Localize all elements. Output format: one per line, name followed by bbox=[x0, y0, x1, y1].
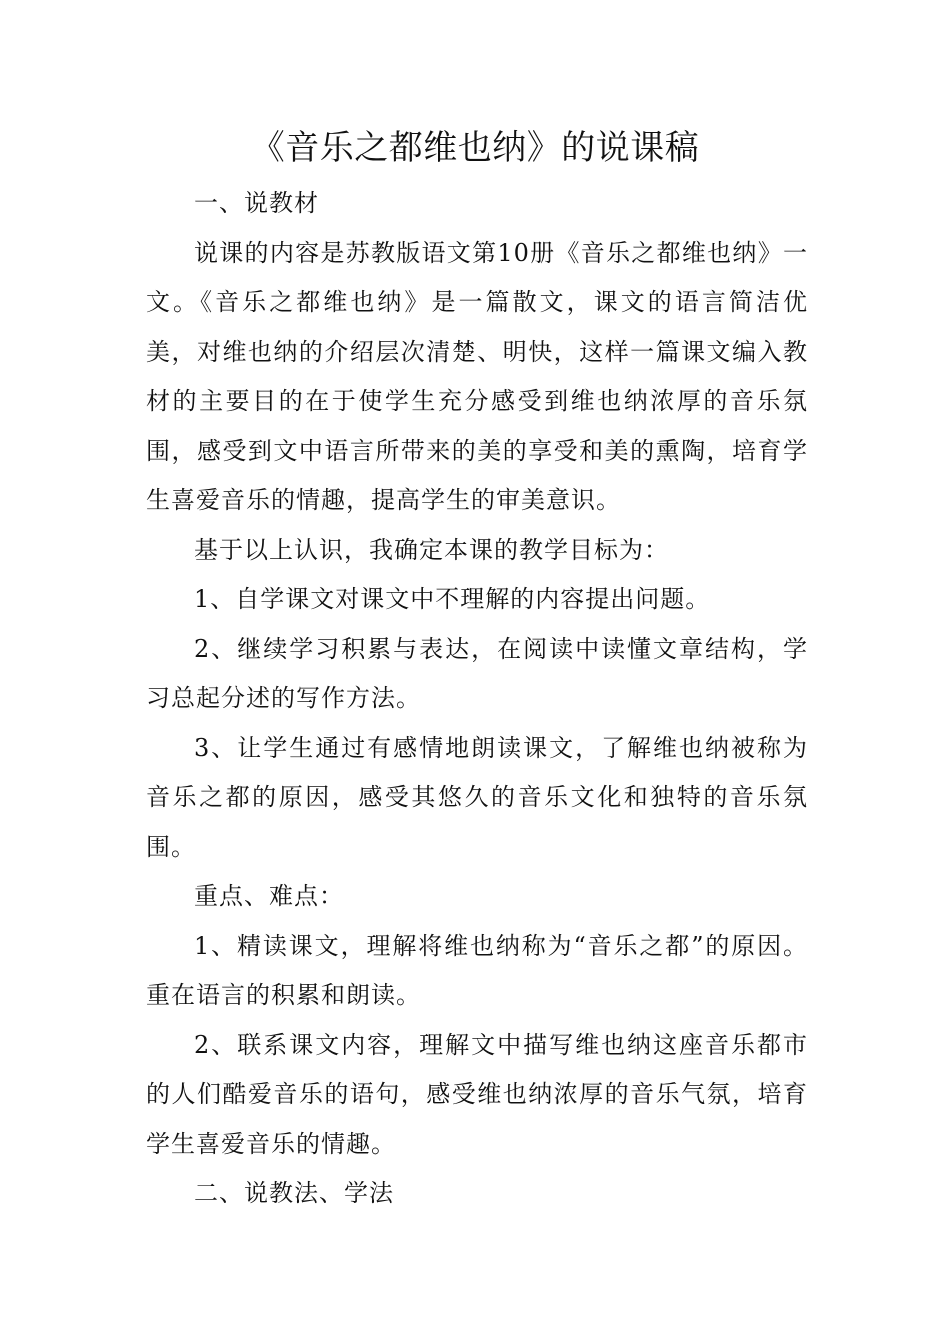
goal-item-1: 1、自学课文对课文中不理解的内容提出问题。 bbox=[194, 585, 711, 613]
section-heading-key-points: 重点、难点： bbox=[194, 882, 344, 910]
goal-item-2: 2、继续学习积累与表达，在阅读中读懂文章结构，学习总起分述的写作方法。 bbox=[146, 634, 808, 712]
paragraph-goals-lead: 基于以上认识，我确定本课的教学目标为： bbox=[194, 535, 669, 564]
paragraph-textbook-intro: 说课的内容是苏教版语文第10册《音乐之都维也纳》一文。《音乐之都维也纳》是一篇散文，课文的语言简洁优美，对维也纳的介绍层次清楚、明快，这样一篇课文编入教材的主要目的在于使学生充分感受到维也纳浓厚的音乐氛围，感受到文中语言所带来的美的享受和美的熏陶，培育学生喜爱音乐的情趣，提高学生的审美意识。 bbox=[146, 238, 808, 514]
goal-item-3: 3、让学生通过有感情地朗读课文，了解维也纳被称为音乐之都的原因，感受其悠久的音乐文化和独特的音乐氛围。 bbox=[146, 733, 808, 861]
document-title: 《音乐之都维也纳》的说课稿 bbox=[250, 128, 700, 168]
key-point-2: 2、联系课文内容，理解文中描写维也纳这座音乐都市的人们酷爱音乐的语句，感受维也纳浓厚的音乐气氛，培育学生喜爱音乐的情趣。 bbox=[146, 1030, 808, 1158]
key-point-1: 1、精读课文，理解将维也纳称为“音乐之都”的原因。重在语言的积累和朗读。 bbox=[146, 931, 808, 1009]
section-heading-textbook: 一、说教材 bbox=[194, 189, 319, 217]
document-body bbox=[146, 179, 808, 1219]
section-heading-methods: 二、说教法、学法 bbox=[194, 1179, 394, 1207]
